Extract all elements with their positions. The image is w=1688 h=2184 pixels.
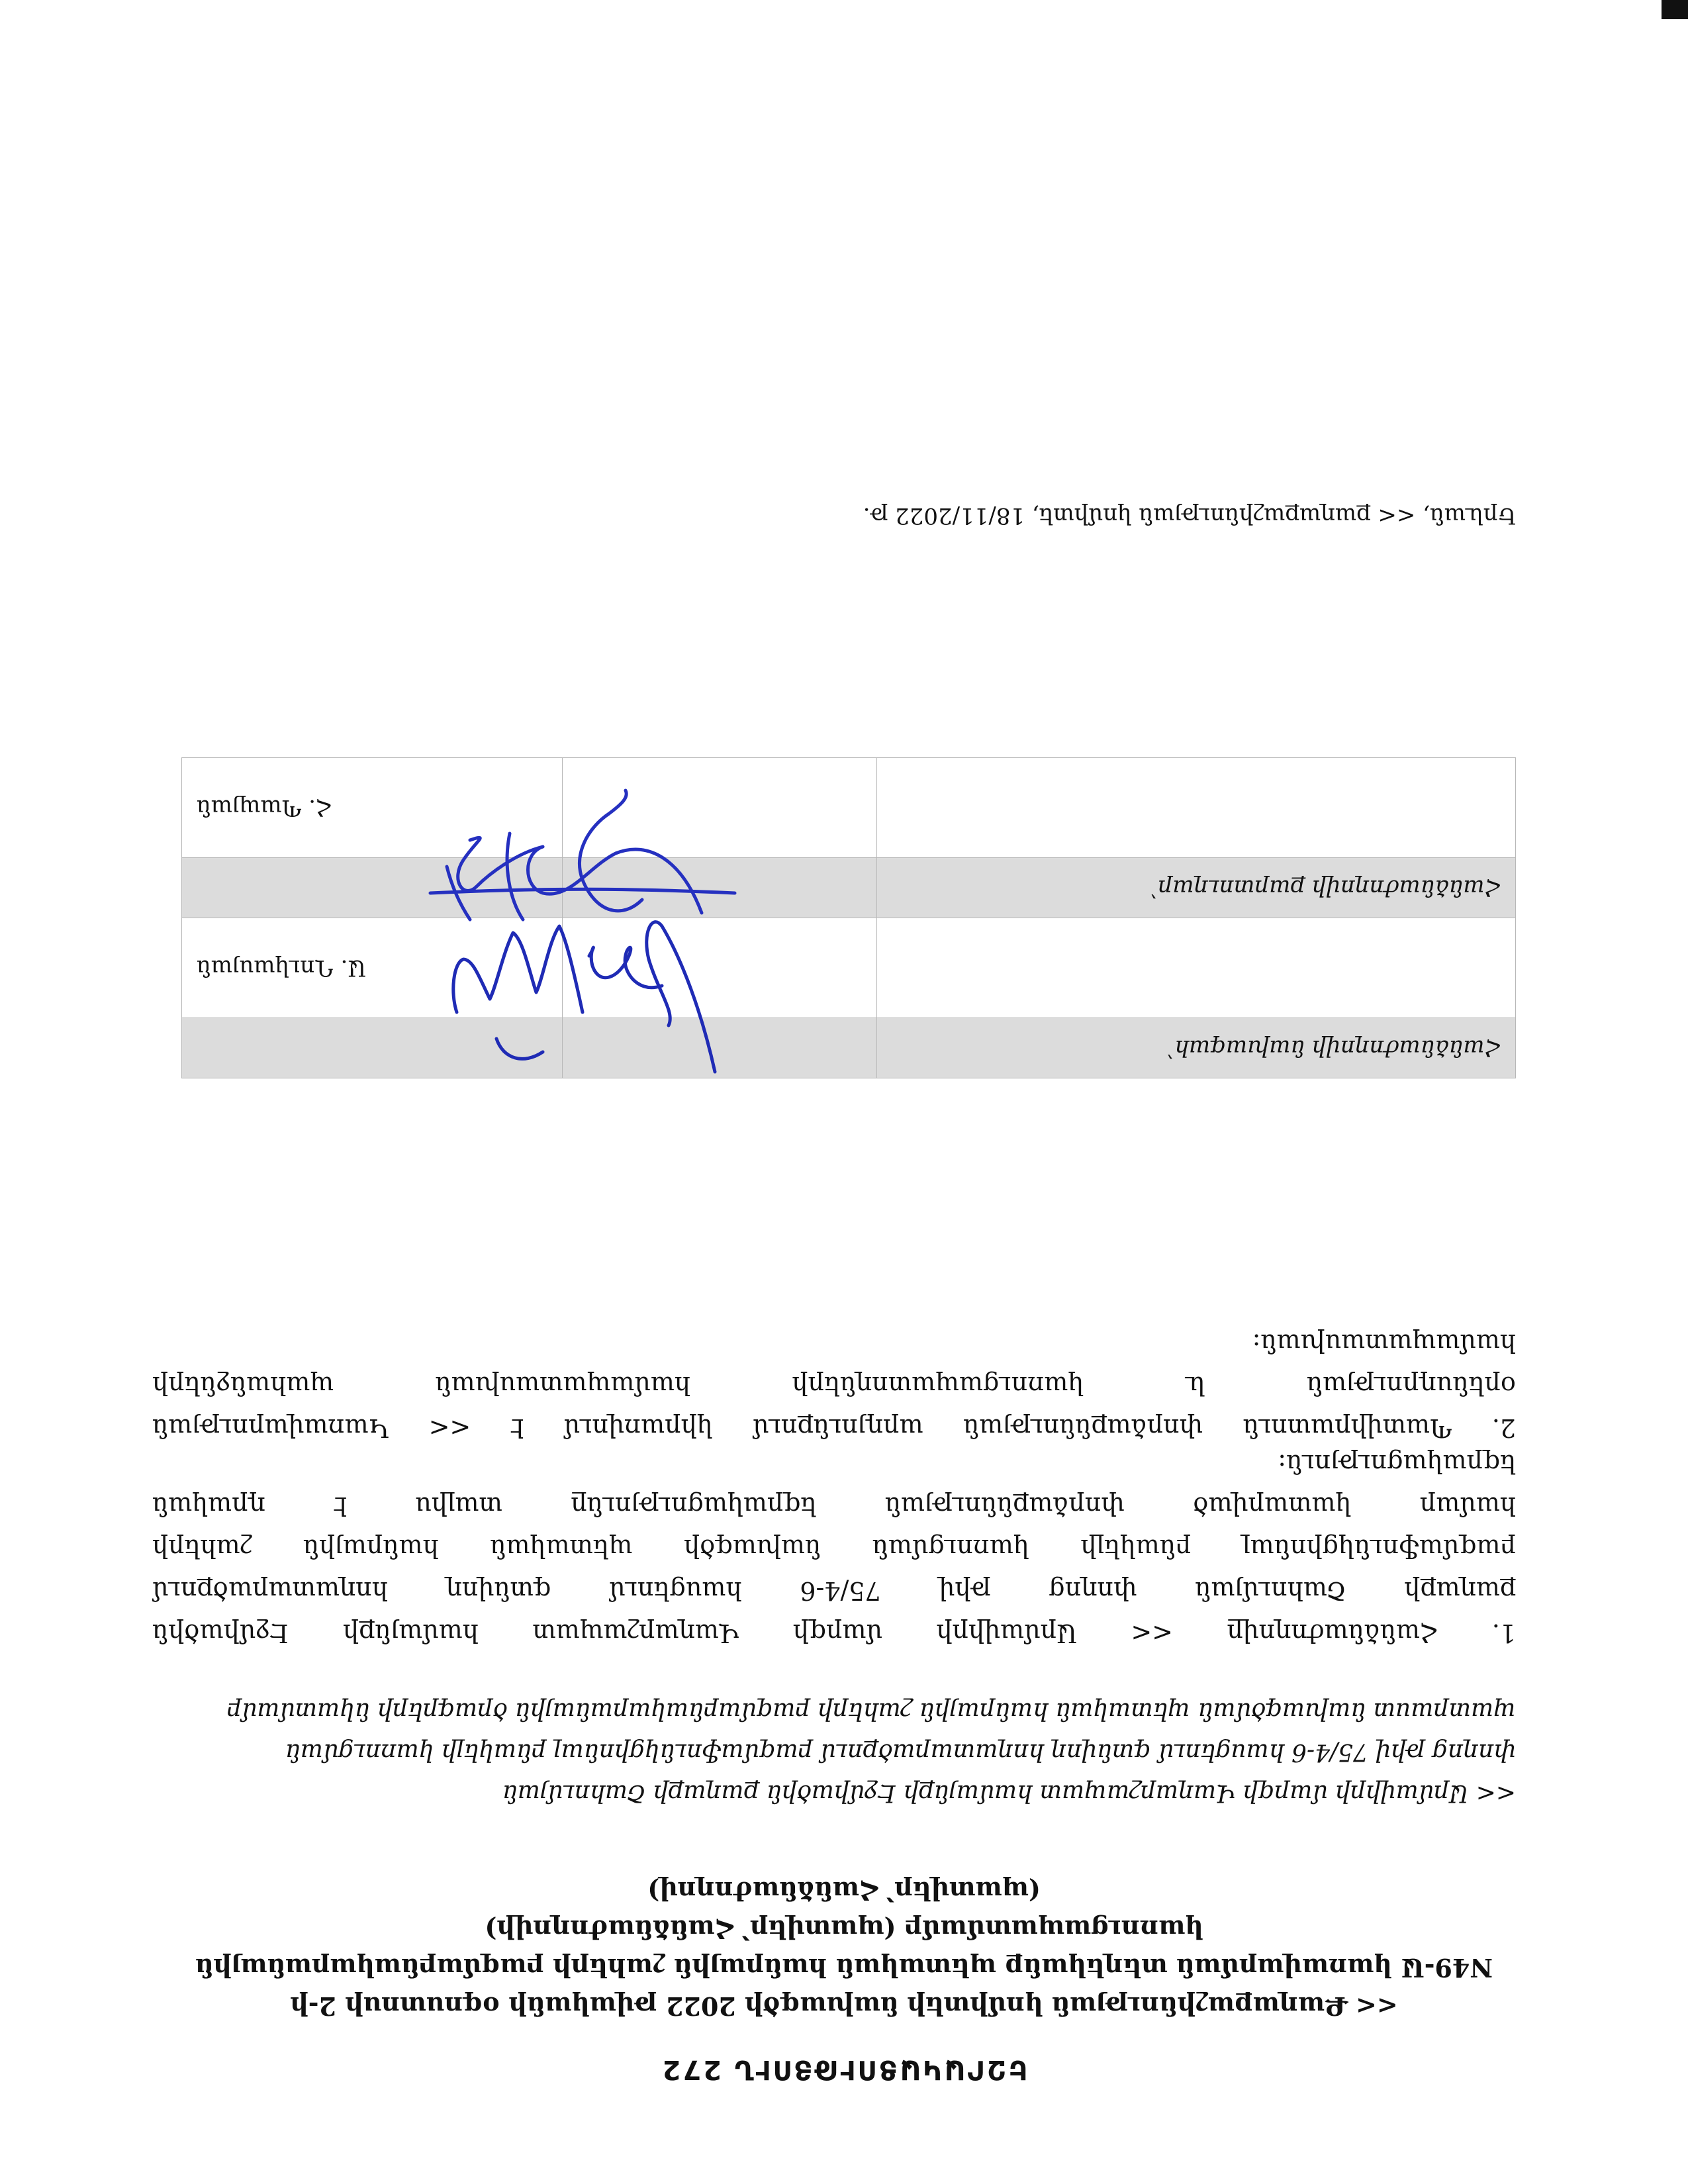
scanner-edge-mark bbox=[1662, 0, 1688, 19]
signature-name-row bbox=[182, 758, 1516, 858]
paragraph-line: համապատասխան: bbox=[1252, 1329, 1516, 1358]
signature-role-row bbox=[182, 1018, 1516, 1078]
paragraph-line: քաղաքի Շահումյան փողոց թիվ 75/4-6 հասցեում գտնվող հողատարածքում bbox=[152, 1576, 1516, 1605]
document-summary bbox=[172, 1690, 1516, 1813]
heading-line: (պատվեր՝ Հանձնաժողով) bbox=[647, 1876, 1041, 1906]
paragraph-line: համար կատարված փորձաքննության եզրակացությունը տալիս է դրական bbox=[152, 1492, 1516, 1521]
paragraph-line: բազմաֆունկցիոնալ բնակելի կառուցման նախագծի պետական հանրային շահերի bbox=[152, 1534, 1516, 1563]
summary-line: << Արմավիրի մարզի Վաղարշապատ համայնքի Էջմիածին քաղաքի Շահումյան bbox=[502, 1780, 1516, 1807]
decision-paragraph-2 bbox=[152, 1322, 1516, 1449]
signature-role-row bbox=[182, 858, 1516, 918]
heading-line: N49-Ա կառավարման տեղեկանք պետական հանրային շահերի բազմաբնակարանային կառուցապատմամբ (պատվեր՝ Հանձնաժողովի) bbox=[195, 1915, 1493, 1983]
summary-line: պատրաստ նախագծման պետական հանրային շահերի բազմաբնակարանային ծրագրերի նկատմամբ bbox=[226, 1697, 1516, 1725]
document-footer: Երևան, << քաղաքաշինության կոմիտե, 18/11/2022 թ. bbox=[863, 502, 1516, 529]
signature-role: Հանձնաժողովի քարտուղար՝ bbox=[877, 858, 1516, 918]
paragraph-line: օրենսդրության և կառուցապատողների համապատասխան պահանջների bbox=[152, 1371, 1516, 1400]
summary-line: փողոց թիվ 75/4-6 հասցեում գտնվող հողատարածքում բազմաֆունկցիոնալ բնակելի կառուցման bbox=[285, 1738, 1516, 1766]
document-heading bbox=[172, 1872, 1516, 2025]
paragraph-line: եզրակացություն: bbox=[1278, 1449, 1516, 1478]
signatory-name: Հ. Պապյան bbox=[182, 758, 563, 858]
signature-table bbox=[181, 757, 1516, 1078]
signature-name-row bbox=[182, 918, 1516, 1018]
document-title: ԵԶՐԱԿԱՑՈՒԹՅՈՒՆ 272 bbox=[660, 2054, 1028, 2085]
decision-paragraph-1 bbox=[152, 1443, 1516, 1654]
signatory-name: Ա. Ղուկասյան bbox=[182, 918, 563, 1018]
signature-role: Հանձնաժողովի նախագահ՝ bbox=[877, 1018, 1516, 1078]
paragraph-line: 1. Հանձնաժողովը << Արմավիրի մարզի Վաղարշապատ համայնքի Էջմիածին bbox=[152, 1619, 1516, 1648]
heading-line: << Քաղաքաշինության կոմիտեի նախագծի 2022 թվականի օգոստոսի 2-ի bbox=[290, 1991, 1398, 2021]
paragraph-line: 2. Պատվիրատուն փորձաքննության արդյունքում կիրառվում է << Կառավարության bbox=[152, 1413, 1516, 1443]
